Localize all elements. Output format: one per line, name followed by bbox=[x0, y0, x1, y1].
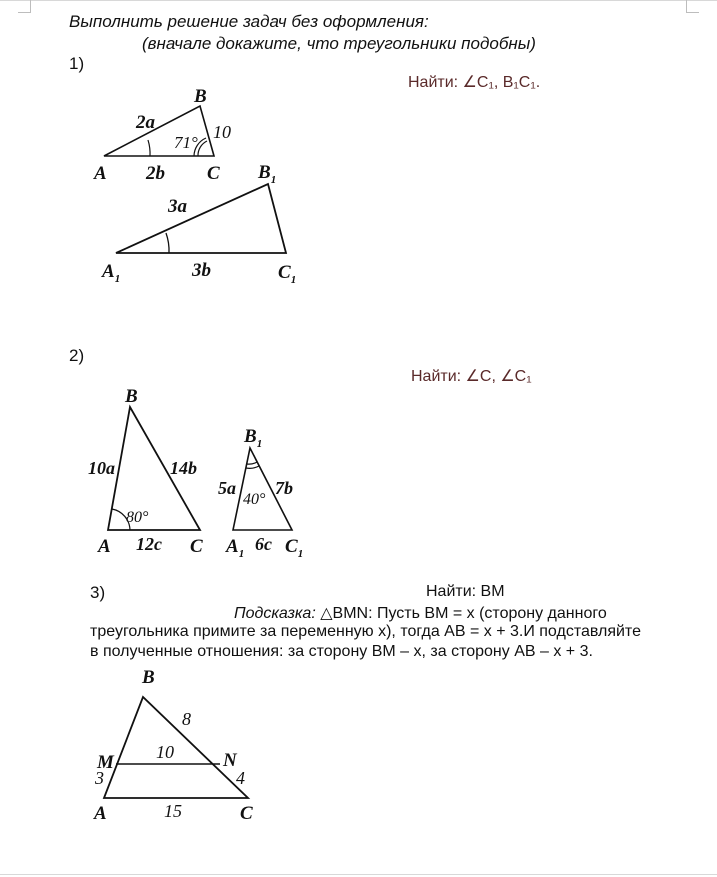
label-mn: 10 bbox=[156, 742, 174, 762]
heading-line-1: Выполнить решение задач без оформления: bbox=[69, 12, 429, 31]
label-a: A bbox=[98, 536, 111, 557]
label-ab-large: 3a bbox=[168, 196, 187, 217]
label-m: M bbox=[97, 752, 114, 773]
page-corner-mark-right bbox=[686, 0, 699, 13]
label-a-3: A bbox=[94, 803, 107, 824]
label-b1: $B_1$ bbox=[244, 426, 263, 450]
problem-2-figure bbox=[82, 382, 322, 562]
problem-1-number: 1) bbox=[69, 54, 85, 73]
label-c: C bbox=[190, 536, 203, 557]
label-b1-large: $B_1$ bbox=[258, 162, 277, 186]
triangle-abc-3 bbox=[104, 697, 248, 798]
label-b: B bbox=[125, 386, 138, 407]
page-bottom-edge bbox=[0, 874, 717, 875]
problem-3-find: Найти: BM bbox=[426, 583, 505, 600]
label-angle-a: 80° bbox=[126, 509, 149, 526]
label-a-small: A bbox=[94, 163, 107, 184]
page-top-edge bbox=[0, 0, 717, 1]
heading-line-2: (вначале докажите, что треугольники подобны) bbox=[142, 34, 536, 53]
label-c-3: C bbox=[240, 803, 253, 824]
label-b1c1: 7b bbox=[275, 478, 293, 498]
label-a1b1: 5a bbox=[218, 478, 236, 498]
problem-3-number: 3) bbox=[90, 583, 106, 602]
hint-text: △BMN: Пусть BM = x (сторону данного bbox=[315, 605, 607, 622]
problem-1-figure bbox=[68, 80, 308, 295]
angle-mark-b1-inner bbox=[247, 462, 257, 464]
label-b-small: B bbox=[194, 86, 207, 107]
label-ac: 12c bbox=[136, 534, 162, 554]
label-bc: 14b bbox=[170, 458, 197, 478]
problem-3-hint-line-2: треугольника примите за переменную x), тогда AB = x + 3.И подставляйте bbox=[90, 623, 641, 640]
label-n: N bbox=[223, 750, 237, 771]
label-ac-3: 15 bbox=[164, 801, 182, 821]
page-corner-mark-left bbox=[18, 0, 31, 13]
label-a1c1: 6c bbox=[255, 534, 272, 554]
label-c1-large: $C_1$ bbox=[278, 262, 297, 286]
label-ab-small: 2a bbox=[136, 112, 155, 133]
problem-1-find: Найти: ∠C₁, B₁C₁. bbox=[408, 74, 541, 91]
label-angle-c-small: 71° bbox=[174, 133, 198, 152]
label-bc-small: 10 bbox=[213, 122, 231, 142]
label-ma: 3 bbox=[95, 768, 104, 788]
label-angle-b1: 40° bbox=[243, 491, 266, 508]
problem-2-number: 2) bbox=[69, 346, 85, 365]
problem-3-hint-line-3: в полученные отношения: за сторону BM – x, за сторону AB – x + 3. bbox=[90, 643, 593, 660]
label-bn: 8 bbox=[182, 709, 191, 729]
label-a1: $A_1$ bbox=[226, 536, 245, 560]
label-ab: 10a bbox=[88, 458, 115, 478]
problem-3-figure bbox=[90, 665, 280, 830]
label-c-small: C bbox=[207, 163, 220, 184]
hint-label: Подсказка: bbox=[234, 605, 316, 622]
label-a1-large: $A_1$ bbox=[102, 261, 121, 285]
label-c1: $C_1$ bbox=[285, 536, 304, 560]
problem-2-find: Найти: ∠C, ∠C₁ bbox=[411, 368, 532, 385]
label-b-3: B bbox=[142, 667, 155, 688]
angle-mark-b1-outer bbox=[246, 466, 259, 468]
label-ac-small: 2b bbox=[146, 163, 165, 184]
label-nc: 4 bbox=[236, 768, 245, 788]
problem-3-hint-line-1 bbox=[234, 603, 607, 623]
label-ac-large: 3b bbox=[192, 260, 211, 281]
